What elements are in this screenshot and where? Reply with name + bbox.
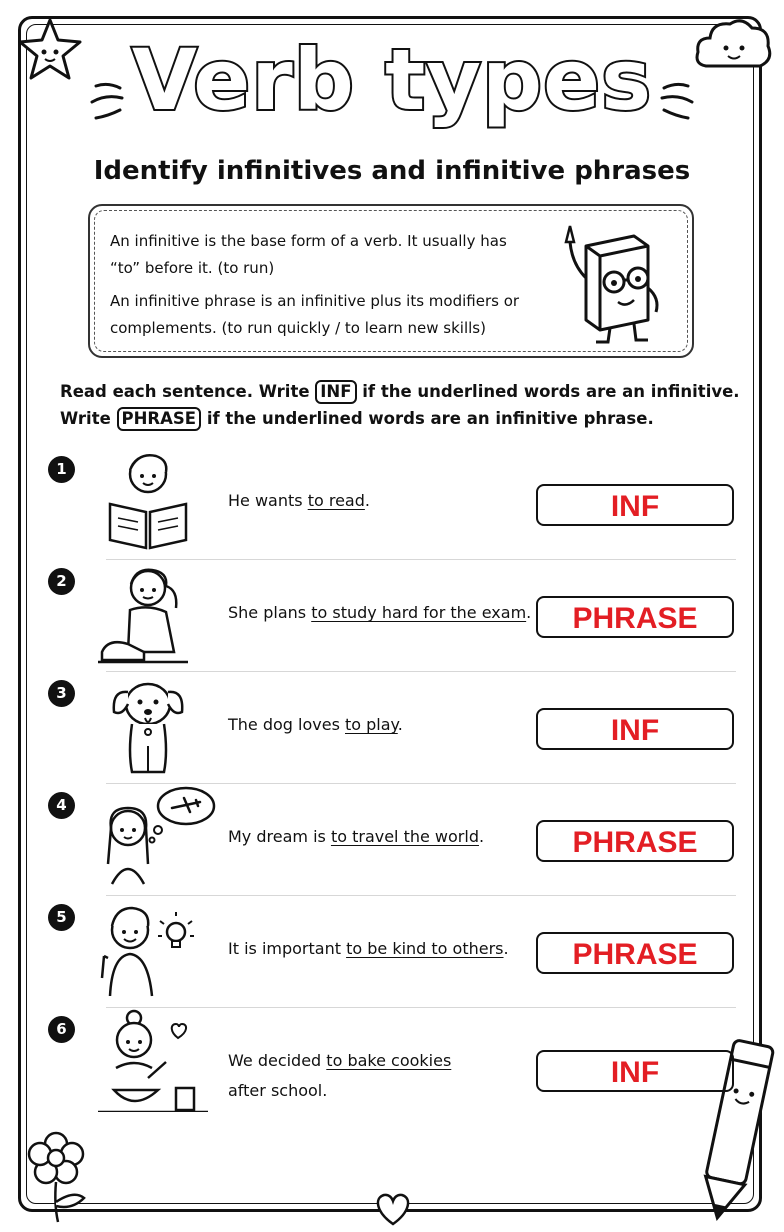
- answer-box[interactable]: [536, 484, 734, 526]
- item-number: 2: [48, 568, 75, 595]
- item-number: 4: [48, 792, 75, 819]
- boy-idea-lightbulb-icon: [98, 896, 218, 1000]
- sentence: [228, 486, 548, 516]
- exercise-row-4: [48, 784, 736, 896]
- exercise-row-1: [48, 448, 736, 560]
- answer-box[interactable]: [536, 820, 734, 862]
- answer-text: PHRASE: [572, 602, 698, 635]
- answer-box[interactable]: [536, 1050, 734, 1092]
- instructions-part1: Read each sentence. Write: [60, 382, 310, 401]
- answer-box[interactable]: [536, 708, 734, 750]
- sentence-text: She plans: [228, 603, 312, 622]
- underlined-words: to read: [307, 491, 365, 510]
- sentence-end: .: [478, 827, 485, 846]
- sentence: [228, 710, 548, 740]
- sentence-text: He wants: [228, 491, 308, 510]
- sentence-text: We decided: [228, 1051, 327, 1070]
- code-inf: INF: [315, 380, 356, 404]
- item-number: 5: [48, 904, 75, 931]
- exercise-row-3: [48, 672, 736, 784]
- definition-infinitive: An infinitive is the base form of a verb. It usually has “to” before it. (to run): [110, 232, 507, 277]
- sentence: [228, 822, 548, 852]
- sentence-end: .: [364, 491, 370, 510]
- instructions-part2: if the underlined words are an infinitive. Write: [60, 382, 740, 428]
- underlined-words: to play: [345, 715, 398, 734]
- sentence: [228, 934, 548, 964]
- sentence-end: .: [503, 939, 509, 958]
- heart-icon: [372, 1190, 414, 1228]
- sentence-end: after school.: [228, 1081, 328, 1100]
- underlined-words: to bake cookies: [326, 1051, 452, 1070]
- puppy-icon: [98, 672, 198, 776]
- sentence-text: It is important: [228, 939, 347, 958]
- answer-text: INF: [610, 1056, 660, 1089]
- answer-text: PHRASE: [572, 826, 698, 859]
- underlined-words: to be kind to others: [346, 939, 504, 958]
- book-mascot-icon: [552, 218, 672, 348]
- exercise-row-5: [48, 896, 736, 1008]
- definition-box: [88, 204, 694, 358]
- definition-infinitive-phrase: An infinitive phrase is an infinitive plus its modifiers or complements. (to run quickly / to learn new skills): [110, 292, 520, 337]
- sentence: [228, 598, 558, 628]
- code-phrase: PHRASE: [117, 407, 202, 431]
- page-subtitle: Identify infinitives and infinitive phrases: [93, 156, 691, 186]
- page-title: Verb types: [131, 31, 653, 129]
- sentence-end: .: [397, 715, 403, 734]
- answer-box[interactable]: [536, 596, 734, 638]
- underlined-words: to travel the world: [330, 827, 479, 846]
- boy-reading-book-icon: [98, 448, 198, 552]
- girl-baking-icon: [98, 1008, 218, 1112]
- sentence: [228, 1046, 488, 1106]
- item-number: 3: [48, 680, 75, 707]
- answer-box[interactable]: [536, 932, 734, 974]
- answer-text: INF: [610, 490, 660, 523]
- girl-tying-shoe-icon: [98, 560, 198, 664]
- item-number: 1: [48, 456, 75, 483]
- answer-text: INF: [610, 714, 660, 747]
- instructions-part3: if the underlined words are an infinitive phrase.: [206, 409, 654, 428]
- sentence-end: .: [526, 603, 532, 622]
- underlined-words: to study hard for the exam: [311, 603, 527, 622]
- definition-text: [110, 228, 540, 348]
- answer-text: PHRASE: [572, 938, 698, 971]
- exercise-row-6: [48, 1008, 736, 1120]
- sentence-text: The dog loves: [228, 715, 345, 734]
- exercise-row-2: [48, 560, 736, 672]
- instructions: [60, 378, 740, 432]
- sentence-text: My dream is: [228, 827, 331, 846]
- girl-dreaming-airplane-icon: [98, 784, 218, 888]
- flower-icon: [22, 1124, 102, 1224]
- item-number: 6: [48, 1016, 75, 1043]
